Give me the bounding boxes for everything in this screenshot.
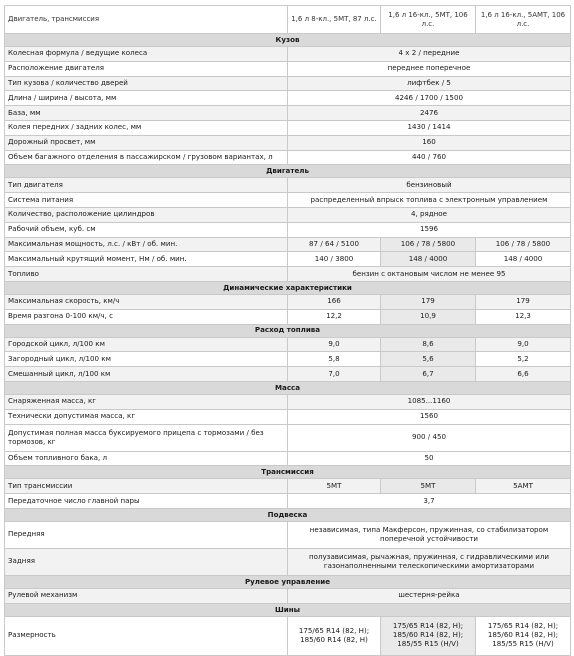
row-value: 4, рядное — [288, 207, 571, 222]
table-row — [5, 521, 571, 548]
section-header — [5, 281, 571, 294]
table-row — [5, 494, 571, 509]
row-value-col-3: 5,2 — [476, 352, 571, 367]
row-value-col-2: 10,9 — [381, 309, 476, 324]
row-value-col-1: 5,8 — [288, 352, 381, 367]
section-header — [5, 34, 571, 47]
row-label: Дорожный просвет, мм — [5, 135, 288, 150]
row-label: Рулевой механизм — [5, 588, 288, 603]
row-value: 50 — [288, 451, 571, 466]
table-row — [5, 267, 571, 282]
table-row — [5, 367, 571, 382]
header-row — [5, 6, 571, 34]
row-value: 1560 — [288, 409, 571, 424]
table-row — [5, 479, 571, 494]
row-label: Передняя — [5, 521, 288, 548]
table-row — [5, 91, 571, 106]
table-row — [5, 352, 571, 367]
row-value: шестерня-рейка — [288, 588, 571, 603]
section-title: Подвеска — [5, 508, 571, 521]
header-col-2: 1,6 л 16-кл., 5МТ, 106 л.с. — [381, 6, 476, 34]
section-title: Кузов — [5, 34, 571, 47]
row-value: 4 x 2 / передние — [288, 47, 571, 62]
row-value-col-3: 5АМТ — [476, 479, 571, 494]
section-header — [5, 575, 571, 588]
section-title: Рулевое управление — [5, 575, 571, 588]
row-value-col-2: 148 / 4000 — [381, 252, 476, 267]
row-value-col-3: 106 / 78 / 5800 — [476, 237, 571, 252]
row-label: Объем багажного отделения в пассажирском / грузовом вариантах, л — [5, 150, 288, 165]
table-row — [5, 252, 571, 267]
table-row — [5, 135, 571, 150]
row-value-col-2: 175/65 R14 (82, H); 185/60 R14 (82, H); 185/55 R15 (H/V) — [381, 616, 476, 655]
section-header — [5, 508, 571, 521]
table-row — [5, 451, 571, 466]
row-value-col-3: 175/65 R14 (82, H); 185/60 R14 (82, H); 185/55 R15 (H/V) — [476, 616, 571, 655]
table-row — [5, 106, 571, 121]
row-value: 3,7 — [288, 494, 571, 509]
row-value-col-1: 9,0 — [288, 337, 381, 352]
table-row — [5, 193, 571, 208]
spec-table-body — [5, 6, 571, 656]
row-value-col-2: 5,6 — [381, 352, 476, 367]
row-label: Загородный цикл, л/100 км — [5, 352, 288, 367]
row-value: 900 / 450 — [288, 424, 571, 451]
row-label: Колесная формула / ведущие колеса — [5, 47, 288, 62]
row-label: Объем топливного бака, л — [5, 451, 288, 466]
row-value-col-3: 6,6 — [476, 367, 571, 382]
table-row — [5, 309, 571, 324]
table-row — [5, 394, 571, 409]
row-label: Снаряженная масса, кг — [5, 394, 288, 409]
row-label: Тип кузова / количество дверей — [5, 76, 288, 91]
row-label: Количество, расположение цилиндров — [5, 207, 288, 222]
row-label: Расположение двигателя — [5, 61, 288, 76]
table-row — [5, 616, 571, 655]
table-row — [5, 150, 571, 165]
section-header — [5, 324, 571, 337]
table-row — [5, 76, 571, 91]
row-value-col-2: 179 — [381, 294, 476, 309]
row-value-col-1: 7,0 — [288, 367, 381, 382]
row-value-col-1: 140 / 3800 — [288, 252, 381, 267]
table-row — [5, 548, 571, 575]
row-label: Колея передних / задних колес, мм — [5, 120, 288, 135]
section-header — [5, 466, 571, 479]
row-value-col-3: 179 — [476, 294, 571, 309]
row-value-col-1: 5МТ — [288, 479, 381, 494]
row-value-col-1: 87 / 64 / 5100 — [288, 237, 381, 252]
row-label: Время разгона 0-100 км/ч, с — [5, 309, 288, 324]
section-header — [5, 381, 571, 394]
section-title: Шины — [5, 603, 571, 616]
row-value: 440 / 760 — [288, 150, 571, 165]
row-value-col-1: 175/65 R14 (82, H); 185/60 R14 (82, H) — [288, 616, 381, 655]
row-label: Рабочий объем, куб. см — [5, 222, 288, 237]
row-value: переднее поперечное — [288, 61, 571, 76]
table-row — [5, 409, 571, 424]
row-value-col-3: 148 / 4000 — [476, 252, 571, 267]
table-row — [5, 337, 571, 352]
section-header — [5, 603, 571, 616]
row-value: 1085...1160 — [288, 394, 571, 409]
section-title: Расход топлива — [5, 324, 571, 337]
row-value: полузависимая, рычажная, пружинная, с гидравлическими или газонаполненными телескопическими амортизаторами — [288, 548, 571, 575]
row-label: Тип трансмиссии — [5, 479, 288, 494]
row-value: 160 — [288, 135, 571, 150]
row-label: Допустимая полная масса буксируемого прицепа с тормозами / без тормозов, кг — [5, 424, 288, 451]
row-value: независимая, типа Макферсон, пружинная, со стабилизатором поперечной устойчивости — [288, 521, 571, 548]
table-row — [5, 207, 571, 222]
row-value: 4246 / 1700 / 1500 — [288, 91, 571, 106]
row-value-col-1: 166 — [288, 294, 381, 309]
table-row — [5, 120, 571, 135]
row-label: Максимальный крутящий момент, Нм / об. мин. — [5, 252, 288, 267]
table-row — [5, 178, 571, 193]
row-value-col-1: 12,2 — [288, 309, 381, 324]
row-label: Максимальная мощность, л.с. / кВт / об. мин. — [5, 237, 288, 252]
section-title: Динамические характеристики — [5, 281, 571, 294]
row-value: 2476 — [288, 106, 571, 121]
row-label: Смешанный цикл, л/100 км — [5, 367, 288, 382]
row-value-col-2: 6,7 — [381, 367, 476, 382]
section-header — [5, 165, 571, 178]
row-value: бензиновый — [288, 178, 571, 193]
row-label: Топливо — [5, 267, 288, 282]
row-value-col-2: 5МТ — [381, 479, 476, 494]
row-label: Городской цикл, л/100 км — [5, 337, 288, 352]
row-value: распределенный впрыск топлива с электронным управлением — [288, 193, 571, 208]
row-value: лифтбек / 5 — [288, 76, 571, 91]
section-title: Масса — [5, 381, 571, 394]
row-label: Тип двигателя — [5, 178, 288, 193]
header-label: Двигатель, трансмиссия — [5, 6, 288, 34]
table-row — [5, 47, 571, 62]
row-label: Длина / ширина / высота, мм — [5, 91, 288, 106]
row-label: База, мм — [5, 106, 288, 121]
header-col-1: 1,6 л 8-кл., 5МТ, 87 л.с. — [288, 6, 381, 34]
row-label: Максимальная скорость, км/ч — [5, 294, 288, 309]
row-value-col-2: 8,6 — [381, 337, 476, 352]
table-row — [5, 61, 571, 76]
row-label: Задняя — [5, 548, 288, 575]
row-value-col-3: 12,3 — [476, 309, 571, 324]
row-value-col-3: 9,0 — [476, 337, 571, 352]
row-label: Размерность — [5, 616, 288, 655]
table-row — [5, 588, 571, 603]
table-row — [5, 424, 571, 451]
section-title: Трансмиссия — [5, 466, 571, 479]
row-label: Система питания — [5, 193, 288, 208]
row-value: 1596 — [288, 222, 571, 237]
row-value: бензин с октановым числом не менее 95 — [288, 267, 571, 282]
row-label: Технически допустимая масса, кг — [5, 409, 288, 424]
section-title: Двигатель — [5, 165, 571, 178]
table-row — [5, 294, 571, 309]
table-row — [5, 222, 571, 237]
header-col-3: 1,6 л 16-кл., 5АМТ, 106 л.с. — [476, 6, 571, 34]
table-row — [5, 237, 571, 252]
row-label: Передаточное число главной пары — [5, 494, 288, 509]
row-value-col-2: 106 / 78 / 5800 — [381, 237, 476, 252]
row-value: 1430 / 1414 — [288, 120, 571, 135]
spec-table — [4, 5, 571, 656]
